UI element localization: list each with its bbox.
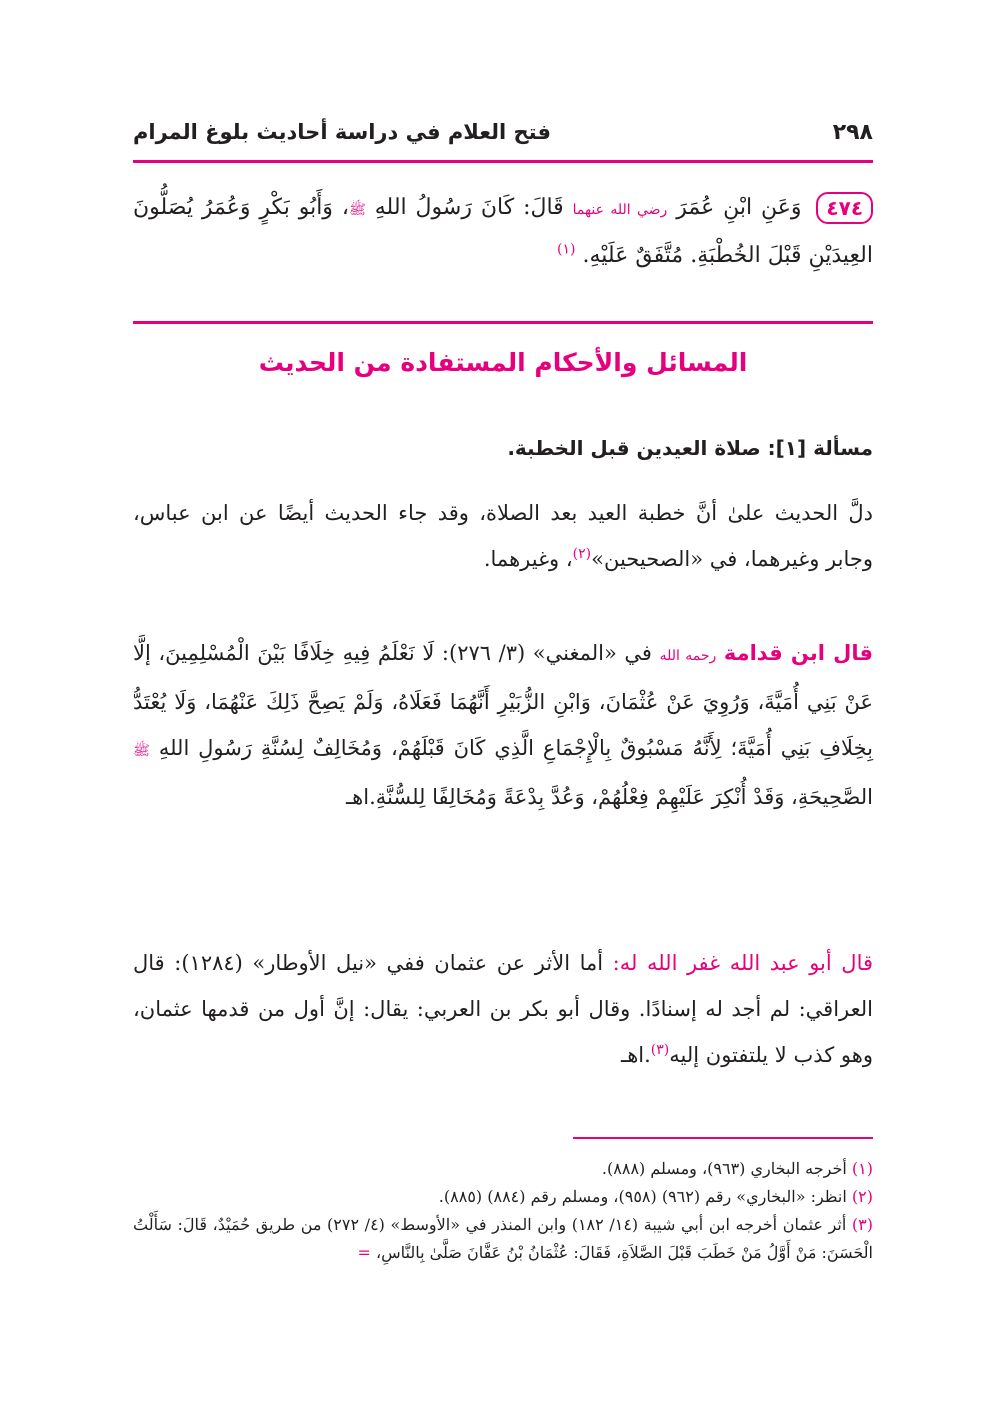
footnote-divider (573, 1137, 873, 1139)
hadith-text-part1: وَعَنِ ابْنِ عُمَرَ (676, 195, 802, 220)
speaker-abu-abdullah: قال أبو عبد الله غفر الله له: (612, 951, 874, 975)
paragraph-3-text-b: .اهـ (621, 1043, 651, 1067)
hadith-divider (133, 321, 873, 324)
section-heading: المسائل والأحكام المستفادة من الحديث (258, 348, 748, 377)
honorific-radiyallah: رضي الله عنهما (572, 202, 668, 218)
footnote-3-number: (٣) (851, 1215, 874, 1234)
honorific-rahimahullah: رحمه الله (659, 648, 717, 664)
footnote-1-number: (١) (851, 1159, 873, 1178)
footnote-2 (133, 1183, 873, 1211)
footnote-3 (133, 1211, 873, 1267)
issue-title (133, 436, 873, 460)
paragraph-2 (133, 630, 873, 820)
honorific-salawat: ﷺ (348, 202, 366, 218)
paragraph-2-quote-a: لَا نَعْلَمُ فِيهِ خِلَافًا بَيْنَ الْمُسْلِمِينَ، إلَّا عَنْ بَنِي أُمَيَّةَ، وَرُوِيَ عَنْ عُثْمَانَ، وَابْنِ الزُّبَيْرِ أَنَّهُمَا فَعَلَاهُ، وَلَمْ يَصِحَّ ذَلِكَ عَنْهُمَا، وَلَا يُعْتَدُّ بِخِلَافِ بَنِي أُمَيَّةَ؛ لِأَنَّهُ مَسْبُوقٌ بِالْإِجْمَاعِ الَّذِي كَانَ قَبْلَهُمْ، وَمُخَالِفٌ لِسُنَّةِ رَسُولِ اللهِ (133, 641, 873, 760)
hadith-text-part3: ، وَأَبُو بَكْرٍ وَعُمَرُ يُصَلُّونَ العِيدَيْنِ قَبْلَ الخُطْبَةِ. مُتَّفَقٌ عَلَيْهِ. (133, 195, 873, 268)
footnotes (133, 1155, 873, 1267)
footnote-1-text: أخرجه البخاري (٩٦٣)، ومسلم (٨٨٨). (601, 1159, 847, 1178)
issue-label: مسألة [١]: (767, 436, 873, 460)
paragraph-3-text-a: أما الأثر عن عثمان ففي «نيل الأوطار» (١٢٨٤): قال العراقي: لم أجد له إسنادًا. وقال أبو بكر بن العربي: يقال: إنَّ أول من قدمها عثمان، وهو كذب لا يلتفتون إليه (133, 951, 873, 1067)
issue-text: صلاة العيدين قبل الخطبة. (507, 436, 761, 460)
speaker-ibn-qudama: قال ابن قدامة (723, 641, 873, 665)
paragraph-1-text-b: ، وغيرهما. (483, 547, 573, 571)
page-number: ٢٩٨ (832, 120, 873, 145)
paragraph-1-text-a: دلَّ الحديث علىٰ أنَّ خطبة العيد بعد الصلاة، وقد جاء الحديث أيضًا عن ابن عباس، وجابر وغيرهما، في «الصحيحين» (133, 501, 873, 571)
footnote-3-text: أثر عثمان أخرجه ابن أبي شيبة (١٤/ ١٨٢) وابن المنذر في «الأوسط» (٤/ ٢٧٢) من طريق حُمَيْدٌ، قَالَ: سَأَلْتُ الْحَسَنَ: مَنْ أَوَّلُ مَنْ خَطَبَ قَبْلَ الصَّلاَةِ، فَقَالَ: عُثْمَانُ بْنُ عَفَّانَ صَلَّىٰ بِالنَّاسِ، (133, 1215, 873, 1262)
footnote-mark-3[interactable]: (٣) (650, 1042, 670, 1058)
header-divider (133, 160, 873, 163)
footnote-1 (133, 1155, 873, 1183)
hadith-number-badge: ٤٧٤ (816, 192, 873, 224)
paragraph-2-source: في «المغني» (٣/ ٢٧٦): (441, 641, 652, 665)
footnote-2-number: (٢) (851, 1187, 873, 1206)
book-title: فتح العلام في دراسة أحاديث بلوغ المرام (133, 120, 551, 144)
hadith-text-part2: قَالَ: كَانَ رَسُولُ اللهِ (374, 195, 564, 220)
footnote-mark-1[interactable]: (١) (557, 241, 576, 258)
continuation-mark: = (357, 1243, 371, 1262)
footnote-2-text: انظر: «البخاري» رقم (٩٦٢) (٩٥٨)، ومسلم رقم (٨٨٤) (٨٨٥). (438, 1187, 847, 1206)
honorific-salawat-2: ﷺ (133, 743, 150, 759)
hadith-text (133, 185, 873, 279)
paragraph-1 (133, 490, 873, 582)
paragraph-2-quote-b: الصَّحِيحَةِ، وَقَدْ أُنْكِرَ عَلَيْهِمْ فِعْلُهُمْ، وَعُدَّ بِدْعَةً وَمُخَالِفًا لِلسُّنَّةِ.اهـ (346, 785, 873, 809)
page-header (133, 120, 873, 156)
footnote-mark-2[interactable]: (٢) (572, 546, 592, 562)
paragraph-3 (133, 940, 873, 1078)
